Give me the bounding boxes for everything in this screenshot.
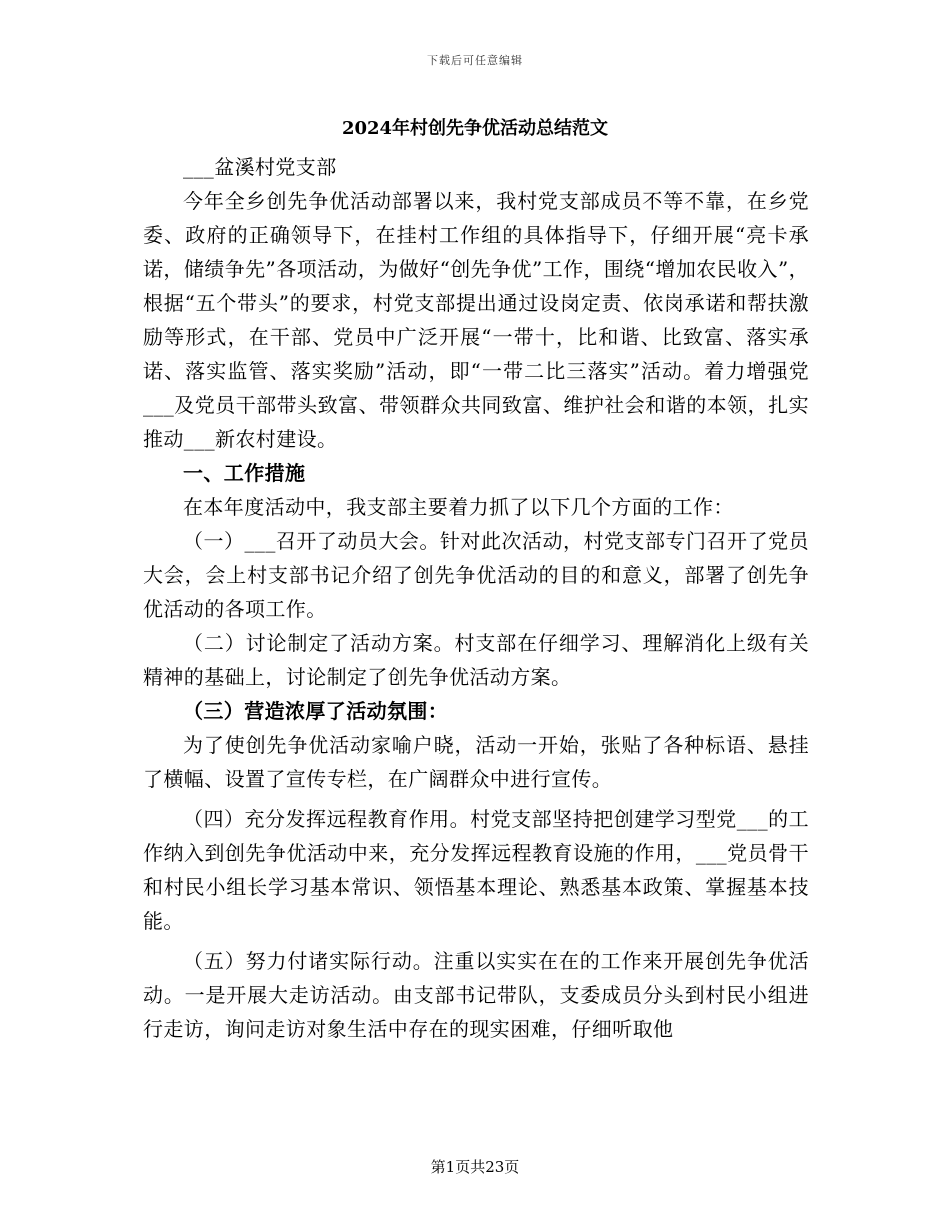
intro-paragraph: 今年全乡创先争优活动部署以来，我村党支部成员不等不靠，在乡党委、政府的正确领导下，在挂村工作组的具体指导下，仔细开展“亮卡承诺，储绩争先”各项活动，为做好“创先争优”工作，围绕“增加农民收入”，根据“五个带头”的要求，村党支部提出通过设岗定责、依岗承诺和帮扶激励等形式，在干部、党员中广泛开展“一带十，比和谐、比致富、落实承诺、落实监管、落实奖励”活动，即“一带二比三落实”活动。着力增强党___及党员干部带头致富、带领群众共同致富、维护社会和谐的本领，扎实推动___新农村建设。 bbox=[143, 189, 809, 451]
body-paragraph: （五）努力付诸实际行动。注重以实实在在的工作来开展创先争优活动。一是开展大走访活动。由支部书记带队，支委成员分头到村民小组进行走访，询问走访对象生活中存在的现实困难，仔细听取他 bbox=[143, 949, 809, 1041]
subsection-heading: （三）营造浓厚了活动氛围： bbox=[183, 699, 449, 723]
body-paragraph: 为了使创先争优活动家喻户晓，活动一开始，张贴了各种标语、悬挂了横幅、设置了宣传专栏，在广阔群众中进行宣传。 bbox=[143, 733, 809, 791]
body-paragraph: 在本年度活动中，我支部主要着力抓了以下几个方面的工作： bbox=[183, 495, 734, 519]
document-body bbox=[143, 150, 809, 1046]
section-heading: 一、工作措施 bbox=[183, 461, 306, 485]
body-paragraph: （一）___召开了动员大会。针对此次活动，村党支部专门召开了党员大会，会上村支部书记介绍了创先争优活动的目的和意义，部署了创先争优活动的各项工作。 bbox=[143, 529, 809, 621]
document-title: 2024年村创先争优活动总结范文 bbox=[341, 118, 609, 139]
header-note: 下载后可任意编辑 bbox=[427, 54, 523, 67]
body-paragraph: （四）充分发挥远程教育作用。村党支部坚持把创建学习型党___的工作纳入到创先争优活动中来，充分发挥远程教育设施的作用，___党员骨干和村民小组长学习基本常识、领悟基本理论、熟悉基本政策、掌握基本技能。 bbox=[143, 807, 809, 933]
body-paragraph: （二）讨论制定了活动方案。村支部在仔细学习、理解消化上级有关精神的基础上，讨论制定了创先争优活动方案。 bbox=[143, 631, 809, 689]
author-line: ___盆溪村党支部 bbox=[183, 155, 337, 179]
page-footer: 第1页共23页 bbox=[430, 1158, 520, 1176]
